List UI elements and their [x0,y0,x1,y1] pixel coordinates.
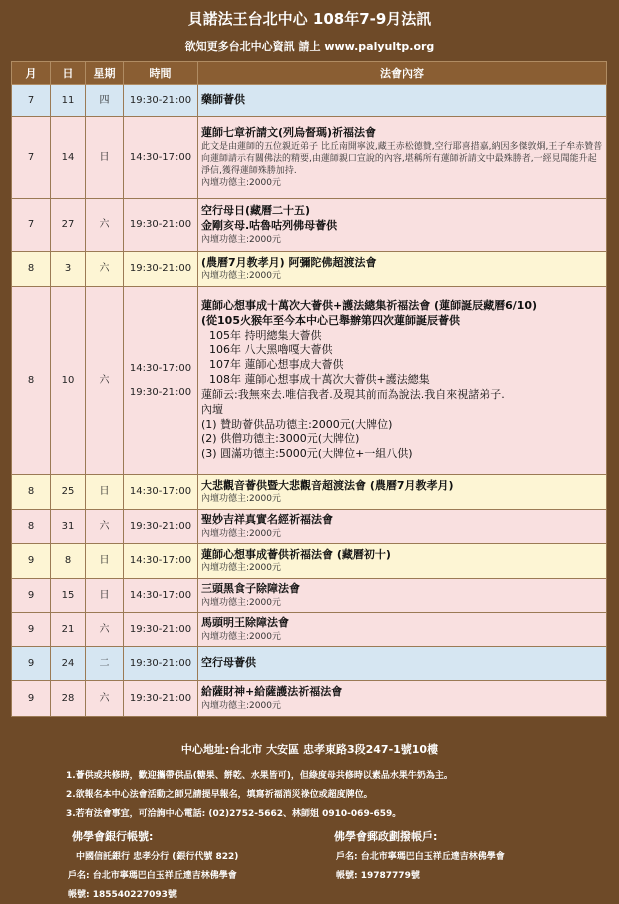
cell-content [198,613,607,647]
event-sponsor: 內壇功德主:2000元 [201,528,281,539]
event-sponsor: 內壇功德主:2000元 [201,494,281,505]
cell-month: 8 [12,475,51,510]
schedule-table [11,61,607,717]
year-item: 107年 蓮師心想事成大薈供 [209,358,344,372]
page-title: 貝諾法王台北中心 108年7-9月法訊 [187,10,432,28]
table-header-row [12,62,607,85]
event-title: 三頭黑食子除障法會 [201,582,300,595]
cell-time: 19:30-21:00 [124,85,198,117]
center-address: 中心地址:台北市 大安區 忠孝東路3段247-1號10樓 [180,743,439,756]
cell-time: 19:30-21:00 [124,647,198,681]
event-description: 此文是由蓮師的五位親近弟子 比丘南開寧波,藏王赤松德贊,空行耶喜措嘉,納因多傑敦烱,王子牟赤贊普向蓮師請示有關佛法的精要,由蓮師親口宣說的內容,堪稱所有蓮師祈請文中最殊勝者,一經見聞能升起淨信,獲得蓮師殊勝加持. [201,141,603,176]
cell-month: 9 [12,647,51,681]
table-row [12,613,607,647]
col-time: 時間 [124,62,198,85]
bank-heading: 佛學會銀行帳號: [72,830,154,843]
cell-day: 3 [51,252,86,287]
bank-account: 帳號: 185540227093號 [68,890,177,900]
cell-content [198,252,607,287]
cell-time: 14:30-17:00 [124,117,198,199]
event-title: 大悲觀音薈供暨大悲觀音超渡法會 (農曆7月教孝月) [201,478,454,492]
bank-name: 中國信託銀行 忠孝分行 (銀行代號 822) [76,852,239,862]
event-title: 聖妙吉祥真實名經祈福法會 [201,513,333,526]
col-content: 法會內容 [198,62,607,85]
postal-account: 帳號: 19787779號 [336,871,420,881]
event-title: 馬頭明王除障法會 [201,616,289,629]
table-row [12,85,607,117]
cell-time: 19:30-21:00 [124,681,198,717]
col-month: 月 [12,62,51,85]
sponsor-item: (1) 贊助薈供品功德主:2000元(大牌位) [201,417,393,431]
cell-time: 19:30-21:00 [124,252,198,287]
cell-content [198,647,607,681]
event-title: 給薩財神+給薩護法祈福法會 [201,685,343,698]
event-title-2: 金剛亥母.咕魯咕列佛母薈供 [201,218,338,232]
cell-time: 14:30-17:00 [124,475,198,510]
cell-month: 8 [12,510,51,544]
cell-day: 31 [51,510,86,544]
cell-day: 25 [51,475,86,510]
cell-day: 28 [51,681,86,717]
quote: 蓮師云:我無來去.唯信我者.及現其前而為說法.我自來視諸弟子. [201,387,505,401]
table-row [12,681,607,717]
cell-day: 27 [51,199,86,252]
cell-content [198,475,607,510]
cell-weekday: 四 [86,85,124,117]
event-title: 空行母日(藏曆二十五) [201,204,311,218]
cell-month: 7 [12,117,51,199]
cell-weekday: 日 [86,117,124,199]
inner-label: 內壇 [201,402,223,416]
cell-content [198,579,607,613]
postal-heading: 佛學會郵政劃撥帳戶: [334,830,438,843]
cell-time: 19:30-21:00 [124,613,198,647]
cell-weekday: 六 [86,681,124,717]
cell-content [198,199,607,252]
cell-time: 19:30-21:00 [124,199,198,252]
cell-content [198,287,607,475]
cell-content [198,117,607,199]
event-title: 空行母薈供 [201,656,256,670]
event-sponsor: 內壇功德主:2000元 [201,597,281,608]
sponsor-item: (2) 供僧功德主:3000元(大牌位) [201,432,360,446]
cell-content [198,510,607,544]
bank-holder: 戶名: 台北市寧瑪巴白玉祥丘達吉林佛學會 [68,871,237,881]
cell-month: 8 [12,252,51,287]
table-row [12,199,607,252]
page-subtitle: 欲知更多台北中心資訊 請上 www.palyultp.org [184,40,435,53]
cell-day: 15 [51,579,86,613]
cell-month: 8 [12,287,51,475]
cell-day: 21 [51,613,86,647]
table-row [12,287,607,475]
event-title: 蓮師心想事成十萬次大薈供+護法總集祈福法會 (蓮師誕辰藏曆6/10) [201,298,538,312]
cell-time: 19:30-21:00 [124,510,198,544]
table-row [12,510,607,544]
event-title: 蓮師七章祈請文(列烏督瑪)祈福法會 [201,125,377,139]
cell-day: 14 [51,117,86,199]
event-title-2: (從105火猴年至今本中心已舉辦第四次蓮師誕辰薈供 [201,313,460,327]
cell-time [124,287,198,475]
table-row [12,117,607,199]
event-title: 蓮師心想事成薈供祈福法會 (藏曆初十) [201,547,391,561]
event-sponsor: 內壇功德主:2000元 [201,700,281,711]
note-2: 2.欲報名本中心法會活動之師兄請提早報名，填寫祈福消災祿位或超度牌位。 [66,790,373,800]
cell-day: 8 [51,544,86,579]
cell-weekday: 日 [86,579,124,613]
cell-weekday: 二 [86,647,124,681]
cell-weekday: 六 [86,510,124,544]
year-item: 105年 持明總集大薈供 [209,328,322,342]
col-weekday: 星期 [86,62,124,85]
event-title: (農曆7月教孝月) 阿彌陀佛超渡法會 [201,255,377,269]
time-evening: 19:30-21:00 [129,386,192,398]
event-sponsor: 內壇功德主:2000元 [201,234,281,245]
cell-weekday: 日 [86,544,124,579]
event-title: 藥師薈供 [201,93,245,107]
event-sponsor: 內壇功德主:2000元 [201,563,281,574]
table-row [12,579,607,613]
cell-weekday: 六 [86,252,124,287]
cell-month: 9 [12,613,51,647]
cell-day: 11 [51,85,86,117]
cell-month: 7 [12,85,51,117]
table-row [12,544,607,579]
table-row [12,475,607,510]
cell-month: 9 [12,579,51,613]
cell-day: 24 [51,647,86,681]
event-sponsor: 內壇功德主:2000元 [201,271,281,282]
cell-weekday: 六 [86,287,124,475]
cell-content [198,85,607,117]
cell-content [198,544,607,579]
cell-weekday: 六 [86,613,124,647]
cell-month: 9 [12,681,51,717]
year-item: 106年 八大黑嚕嘎大薈供 [209,343,333,357]
cell-weekday: 六 [86,199,124,252]
cell-month: 9 [12,544,51,579]
cell-time: 14:30-17:00 [124,544,198,579]
postal-holder: 戶名: 台北市寧瑪巴白玉祥丘達吉林佛學會 [336,852,505,862]
sponsor-item: (3) 圓滿功德主:5000元(大牌位+一組八供) [201,447,413,461]
note-1: 1.薈供或共修時，歡迎攜帶供品(糖果、餅乾、水果皆可)，但綠度母共修時以素品水果牛奶為主。 [66,771,453,781]
note-3: 3.若有法會事宜，可洽詢中心電話: (02)2752-5662、林師姐 0910-069-659。 [66,809,402,819]
table-row [12,647,607,681]
year-item: 108年 蓮師心想事成十萬次大薈供+護法總集 [209,373,430,387]
col-day: 日 [51,62,86,85]
time-afternoon: 14:30-17:00 [129,363,192,374]
table-row [12,252,607,287]
event-sponsor: 內壇功德主:2000元 [201,178,281,189]
cell-month: 7 [12,199,51,252]
cell-day: 10 [51,287,86,475]
cell-weekday: 日 [86,475,124,510]
cell-time: 14:30-17:00 [124,579,198,613]
event-sponsor: 內壇功德主:2000元 [201,631,281,642]
cell-content [198,681,607,717]
